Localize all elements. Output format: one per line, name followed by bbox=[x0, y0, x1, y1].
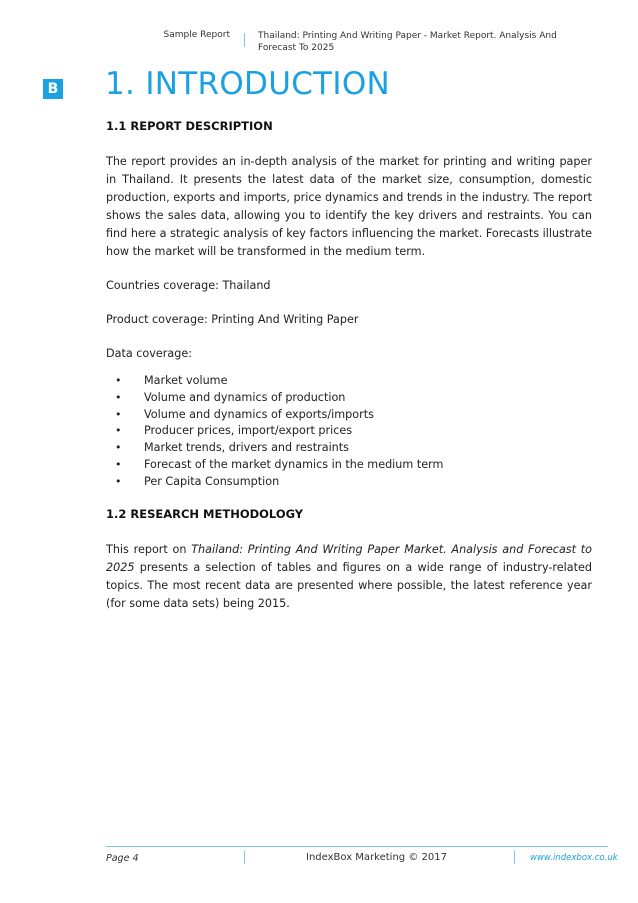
bullet-icon: • bbox=[115, 407, 122, 421]
bullet-icon: • bbox=[115, 474, 122, 488]
list-item-text: Market volume bbox=[144, 374, 228, 387]
list-item-text: Market trends, drivers and restraints bbox=[144, 441, 349, 455]
header-label: Sample Report bbox=[163, 30, 230, 40]
bullet-icon: • bbox=[115, 457, 122, 471]
section-heading-research-methodology: 1.2 RESEARCH METHODOLOGY bbox=[106, 506, 304, 521]
main-content bbox=[106, 117, 592, 629]
methodology-paragraph bbox=[106, 541, 592, 613]
footer-divider bbox=[106, 846, 608, 847]
list-item bbox=[106, 373, 592, 390]
bullet-icon: • bbox=[115, 390, 122, 404]
list-item-text: Per Capita Consumption bbox=[144, 474, 280, 488]
chapter-title: 1. INTRODUCTION bbox=[105, 66, 391, 102]
list-item bbox=[106, 407, 592, 424]
footer-separator bbox=[514, 851, 515, 864]
methodology-text-after: presents a selection of tables and figures on a wide range of industry-related topics. The most recent data are presented where possible, the latest reference year (for some data sets) being 2015. bbox=[106, 560, 592, 610]
methodology-text-before: This report on bbox=[106, 542, 192, 556]
list-item bbox=[106, 457, 592, 474]
list-item bbox=[106, 390, 592, 407]
data-coverage-label: Data coverage: bbox=[106, 347, 192, 360]
header-title: Thailand: Printing And Writing Paper - Market Report. Analysis And Forecast To 2025 bbox=[258, 31, 557, 53]
bullet-icon: • bbox=[115, 441, 122, 455]
list-item-text: Volume and dynamics of exports/imports bbox=[144, 407, 374, 421]
list-item bbox=[106, 423, 592, 440]
methodology-report-title: Thailand: Printing And Writing Paper Market. Analysis and Forecast to 2025 bbox=[106, 542, 592, 574]
footer-copyright: IndexBox Marketing © 2017 bbox=[306, 852, 447, 863]
product-coverage: Product coverage: Printing And Writing Paper bbox=[106, 313, 359, 326]
header-divider bbox=[244, 33, 245, 47]
footer-website-link[interactable]: www.indexbox.co.uk bbox=[530, 853, 618, 863]
footer-separator bbox=[244, 851, 245, 864]
bullet-icon: • bbox=[115, 374, 122, 387]
page-number: Page 4 bbox=[106, 853, 139, 864]
bullet-icon: • bbox=[115, 424, 122, 438]
list-item bbox=[106, 440, 592, 457]
list-item-text: Forecast of the market dynamics in the medium term bbox=[144, 457, 444, 471]
section-heading-report-description: 1.1 REPORT DESCRIPTION bbox=[106, 119, 273, 133]
list-item bbox=[106, 474, 592, 491]
countries-coverage: Countries coverage: Thailand bbox=[106, 279, 271, 292]
indexbox-logo-icon: B bbox=[43, 79, 63, 99]
report-description-paragraph: The report provides an in-depth analysis of the market for printing and writing paper in Thailand. It presents the latest data of the market size, consumption, domestic production, exports and imports, price dynamics and trends in the industry. The report shows the sales data, allowing you to identify the key drivers and restraints. You can find here a strategic analysis of key factors influencing the market. Forecasts illustrate how the market will be transformed in the medium term. bbox=[106, 155, 592, 258]
data-coverage-list bbox=[106, 373, 592, 491]
list-item-text: Producer prices, import/export prices bbox=[144, 424, 353, 438]
list-item-text: Volume and dynamics of production bbox=[144, 390, 346, 404]
